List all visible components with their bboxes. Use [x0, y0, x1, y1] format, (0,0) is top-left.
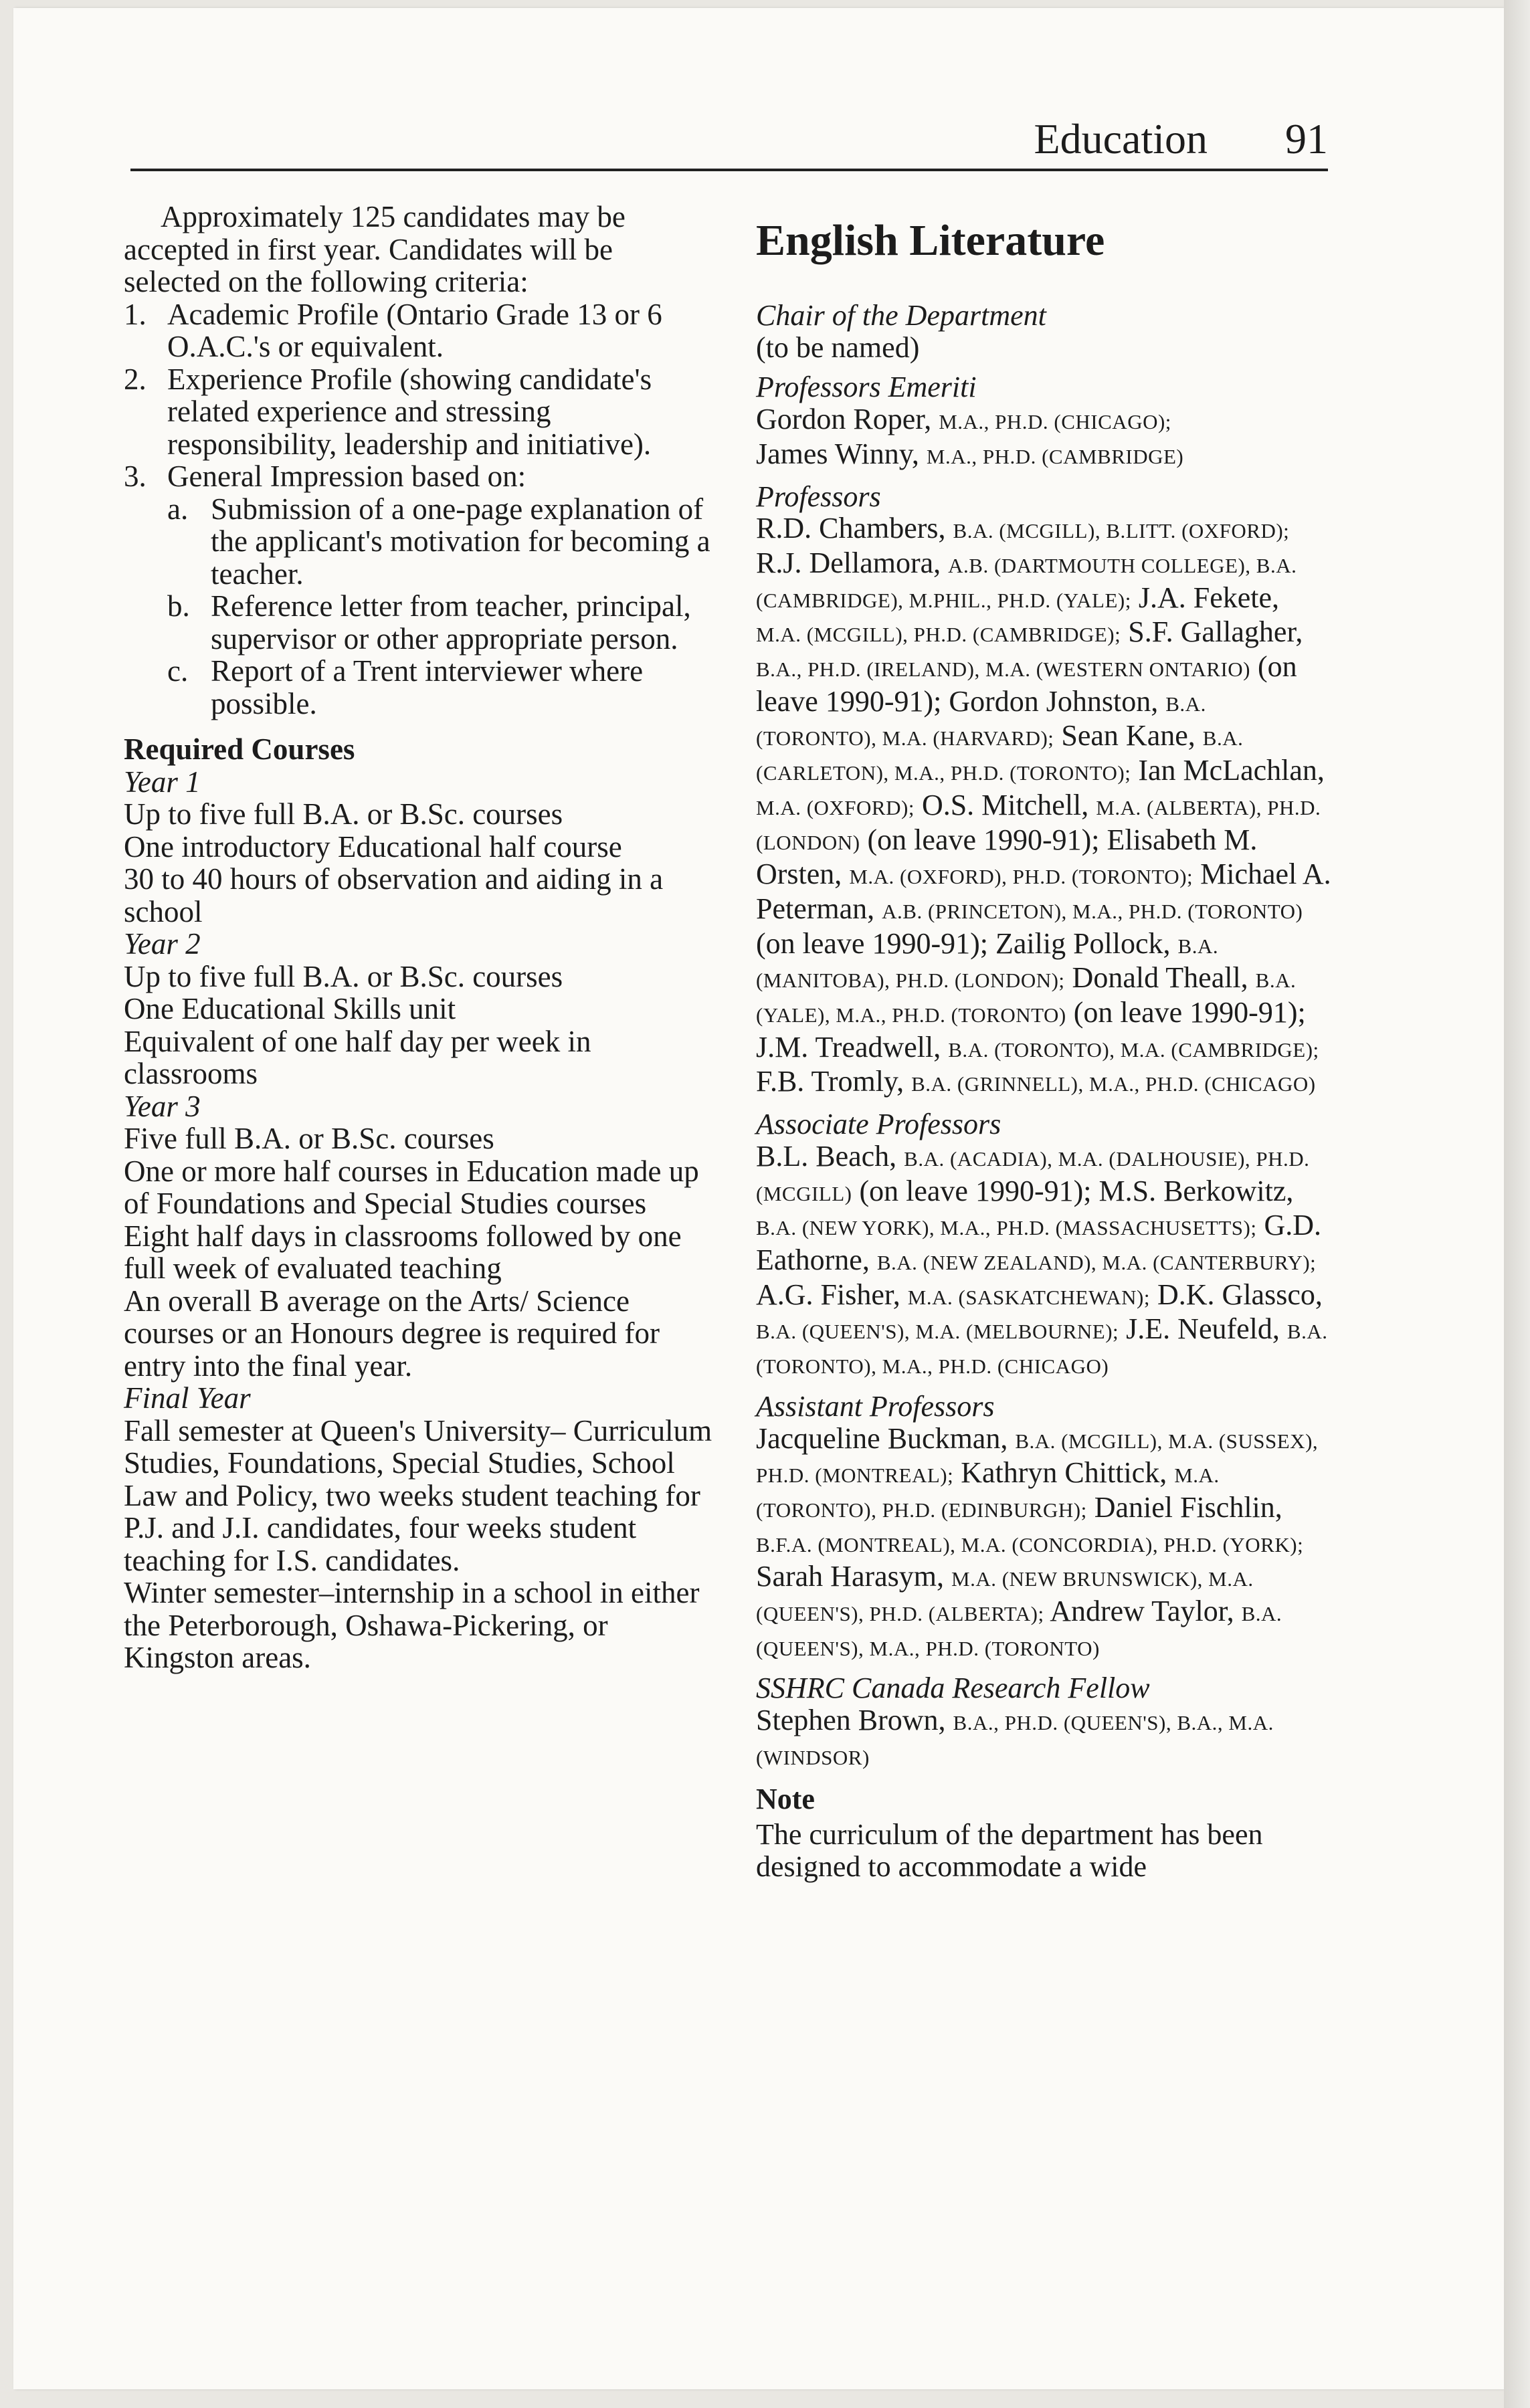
faculty-credentials: B.A. (TORONTO), M.A. (HARVARD);	[756, 692, 1206, 750]
associate-professors-title: Associate Professors	[756, 1108, 1001, 1141]
faculty-name: R.D. Chambers,	[756, 512, 946, 545]
criterion-number: 1.	[124, 297, 147, 331]
sub-criterion-text: Report of a Trent interviewer where possible.	[211, 654, 644, 720]
faculty-credentials: B.A. (MCGILL), M.A. (SUSSEX), PH.D. (MONTREAL);	[756, 1429, 1319, 1488]
course-line: One or more half courses in Education made up of Foundations and Special Studies courses	[124, 1154, 699, 1220]
course-line: Winter semester–internship in a school in either the Peterborough, Oshawa-Pickering, or Kingston areas.	[124, 1576, 700, 1674]
faculty-credentials: M.A., PH.D. (CAMBRIDGE)	[926, 444, 1184, 468]
faculty-credentials: M.A. (OXFORD), PH.D. (TORONTO);	[849, 865, 1193, 889]
running-header	[130, 107, 1328, 171]
leave-note: (on leave 1990-91);	[756, 650, 1297, 718]
faculty-credentials: B.A., PH.D. (IRELAND), M.A. (WESTERN ONTARIO)	[756, 658, 1250, 682]
faculty-credentials: B.A. (QUEEN'S), M.A. (MELBOURNE);	[756, 1320, 1119, 1344]
faculty-name: M.S. Berkowitz,	[1098, 1174, 1294, 1207]
leave-note: (on leave 1990-91);	[756, 926, 988, 960]
criterion-text: General Impression based on:	[167, 460, 527, 493]
sub-criterion-text: Reference letter from teacher, principal, supervisor or other appropriate person.	[211, 589, 691, 656]
year-label: Year 1	[124, 765, 201, 799]
year-label: Year 2	[124, 927, 201, 961]
course-line: One Educational Skills unit	[124, 992, 456, 1025]
faculty-credentials: B.A. (TORONTO), M.A., PH.D. (CHICAGO)	[756, 1320, 1328, 1379]
criterion-item	[124, 298, 712, 363]
faculty-entry	[756, 512, 1289, 544]
faculty-name: Gordon Johnston,	[949, 684, 1159, 718]
sub-criterion-letter: b.	[167, 589, 190, 623]
course-line: Five full B.A. or B.Sc. courses	[124, 1122, 494, 1155]
faculty-credentials: M.A., PH.D. (CHICAGO);	[939, 410, 1171, 434]
page-edge-shadow	[1504, 0, 1530, 2408]
course-line: Eight half days in classrooms followed by one full week of evaluated teaching	[124, 1219, 682, 1285]
faculty-credentials: B.A. (MANITOBA), PH.D. (LONDON);	[756, 934, 1219, 993]
faculty-credentials: B.A. (TORONTO), M.A. (CAMBRIDGE);	[948, 1037, 1319, 1062]
faculty-credentials: B.A. (CARLETON), M.A., PH.D. (TORONTO);	[756, 726, 1244, 785]
sub-criterion-item	[167, 590, 712, 655]
faculty-credentials: B.F.A. (MONTREAL), M.A. (CONCORDIA), PH.D. (YORK);	[756, 1532, 1304, 1557]
sub-criterion-letter: a.	[167, 492, 189, 526]
emeriti-title: Professors Emeriti	[756, 371, 977, 404]
faculty-name: J.E. Neufeld,	[1126, 1312, 1280, 1346]
criterion-item	[124, 460, 712, 720]
criteria-list	[124, 298, 712, 720]
note-heading: Note	[756, 1782, 815, 1815]
faculty-name: Sarah Harasym,	[756, 1560, 945, 1593]
faculty-name: James Winny,	[756, 437, 919, 470]
research-fellow-list	[756, 1704, 1331, 1773]
year-block	[124, 1382, 712, 1674]
professors-list	[756, 512, 1331, 1100]
course-line: Fall semester at Queen's University– Curriculum Studies, Foundations, Special Studies, School Law and Policy, two weeks student teaching for P.J. and J.I. candidates, four weeks student teaching for I.S. candidates.	[124, 1413, 712, 1577]
faculty-name: Ian McLachlan,	[1138, 754, 1325, 787]
sub-criterion-text: Submission of a one-page explanation of the applicant's motivation for becoming a teacher.	[211, 492, 710, 591]
right-column	[756, 201, 1331, 1883]
faculty-credentials: M.A. (SASKATCHEWAN);	[907, 1285, 1150, 1309]
page-number: 91	[1285, 115, 1328, 163]
required-courses-heading: Required Courses	[124, 732, 355, 766]
faculty-entry	[756, 1031, 1319, 1064]
course-line: One introductory Educational half course	[124, 829, 622, 864]
faculty-credentials: B.A. (ACADIA), M.A. (DALHOUSIE), PH.D. (MCGILL)	[756, 1146, 1310, 1205]
admission-intro: Approximately 125 candidates may be accepted in first year. Candidates will be selected on the following criteria:	[124, 200, 626, 298]
leave-note: (on leave 1990-91);	[859, 1174, 1092, 1207]
faculty-credentials: B.A. (MCGILL), B.LITT. (OXFORD);	[953, 519, 1290, 543]
faculty-entry	[756, 437, 1183, 470]
year-label: Year 3	[124, 1089, 201, 1123]
faculty-name: B.L. Beach,	[756, 1139, 897, 1173]
faculty-name: J.M. Treadwell,	[756, 1030, 941, 1064]
faculty-name: R.J. Dellamora,	[756, 546, 941, 579]
faculty-credentials: B.A. (GRINNELL), M.A., PH.D. (CHICAGO)	[911, 1072, 1316, 1096]
faculty-credentials: M.A. (TORONTO), PH.D. (EDINBURGH);	[756, 1464, 1220, 1522]
criterion-text: Experience Profile (showing candidate's related experience and stressing responsibility, leadership and initiative).	[167, 362, 652, 461]
header-rule	[130, 169, 1328, 171]
leave-note: (on leave 1990-91);	[867, 823, 1100, 856]
professors-title: Professors	[756, 480, 881, 513]
faculty-name: Michael A. Peterman,	[756, 858, 1331, 925]
faculty-name: Gordon Roper,	[756, 403, 932, 436]
header-section-title: Education	[1034, 115, 1208, 163]
faculty-name: Kathryn Chittick,	[961, 1456, 1167, 1490]
year-block	[124, 766, 712, 928]
faculty-credentials: A.B. (PRINCETON), M.A., PH.D. (TORONTO)	[882, 899, 1303, 923]
faculty-name: D.K. Glassco,	[1157, 1278, 1323, 1311]
faculty-credentials: B.A. (YALE), M.A., PH.D. (TORONTO)	[756, 969, 1297, 1027]
faculty-name: Donald Theall,	[1072, 961, 1248, 995]
course-line: Equivalent of one half day per week in classrooms	[124, 1024, 591, 1090]
faculty-name: G.D. Eathorne,	[756, 1209, 1322, 1276]
faculty-credentials: M.A. (OXFORD);	[756, 795, 915, 819]
faculty-entry	[756, 1704, 1274, 1771]
faculty-name: A.G. Fisher,	[756, 1278, 900, 1311]
faculty-entry	[756, 1278, 1150, 1311]
faculty-credentials: B.A., PH.D. (QUEEN'S), B.A., M.A. (WINDSOR)	[756, 1711, 1274, 1769]
faculty-name: Andrew Taylor,	[1050, 1595, 1234, 1628]
assistant-professors-list	[756, 1423, 1331, 1665]
research-fellow-title: SSHRC Canada Research Fellow	[756, 1672, 1150, 1705]
faculty-credentials: B.A. (NEW ZEALAND), M.A. (CANTERBURY);	[876, 1250, 1317, 1274]
course-line: Up to five full B.A. or B.Sc. courses	[124, 959, 563, 993]
faculty-name: Stephen Brown,	[756, 1704, 946, 1737]
left-column	[124, 201, 712, 1674]
faculty-credentials: B.A. (NEW YORK), M.A., PH.D. (MASSACHUSETTS);	[756, 1216, 1257, 1240]
emeriti-list	[756, 403, 1331, 472]
sub-criterion-letter: c.	[167, 654, 189, 688]
year-block	[124, 1090, 712, 1383]
faculty-credentials: M.A. (NEW BRUNSWICK), M.A. (QUEEN'S), PH.D. (ALBERTA);	[756, 1567, 1254, 1626]
faculty-name: Daniel Fischlin,	[1094, 1490, 1282, 1524]
faculty-entry	[756, 1065, 1316, 1098]
faculty-name: J.A. Fekete,	[1138, 581, 1280, 614]
faculty-name: S.F. Gallagher,	[1128, 615, 1303, 649]
faculty-credentials: M.A. (MCGILL), PH.D. (CAMBRIDGE);	[756, 623, 1121, 647]
faculty-name: Elisabeth M. Orsten,	[756, 823, 1258, 891]
faculty-name: Sean Kane,	[1061, 719, 1196, 752]
assistant-professors-title: Assistant Professors	[756, 1389, 995, 1423]
chair-name: (to be named)	[756, 330, 920, 364]
faculty-name: Jacqueline Buckman,	[756, 1421, 1008, 1455]
course-line: 30 to 40 hours of observation and aiding in a school	[124, 862, 664, 928]
sub-criterion-item	[167, 655, 712, 720]
course-line: Up to five full B.A. or B.Sc. courses	[124, 797, 563, 831]
faculty-entry	[756, 403, 1171, 435]
department-title: English Literature	[756, 216, 1105, 265]
faculty-credentials: M.A. (ALBERTA), PH.D. (LONDON)	[756, 795, 1321, 854]
faculty-credentials: B.A. (QUEEN'S), M.A., PH.D. (TORONTO)	[756, 1602, 1282, 1660]
note-text: The curriculum of the department has been designed to accommodate a wide	[756, 1818, 1263, 1883]
sub-criteria-list	[167, 493, 712, 720]
criterion-item	[124, 363, 712, 461]
associate-professors-list	[756, 1140, 1331, 1383]
faculty-name: F.B. Tromly,	[756, 1065, 904, 1098]
year-label: Final Year	[124, 1381, 251, 1415]
criterion-number: 3.	[124, 460, 147, 493]
leave-note: (on leave 1990-91);	[1073, 996, 1306, 1029]
faculty-name: Zailig Pollock,	[995, 926, 1171, 960]
faculty-name: O.S. Mitchell,	[921, 788, 1089, 821]
faculty-credentials: A.B. (DARTMOUTH COLLEGE), B.A. (CAMBRIDGE), M.PHIL., PH.D. (YALE);	[756, 553, 1297, 612]
year-block	[124, 928, 712, 1090]
chair-title: Chair of the Department	[756, 299, 1046, 332]
criterion-number: 2.	[124, 362, 147, 396]
criterion-text: Academic Profile (Ontario Grade 13 or 6 O.A.C.'s or equivalent.	[167, 297, 662, 363]
sub-criterion-item	[167, 493, 712, 591]
course-line: An overall B average on the Arts/ Science courses or an Honours degree is required for entry into the final year.	[124, 1284, 660, 1383]
